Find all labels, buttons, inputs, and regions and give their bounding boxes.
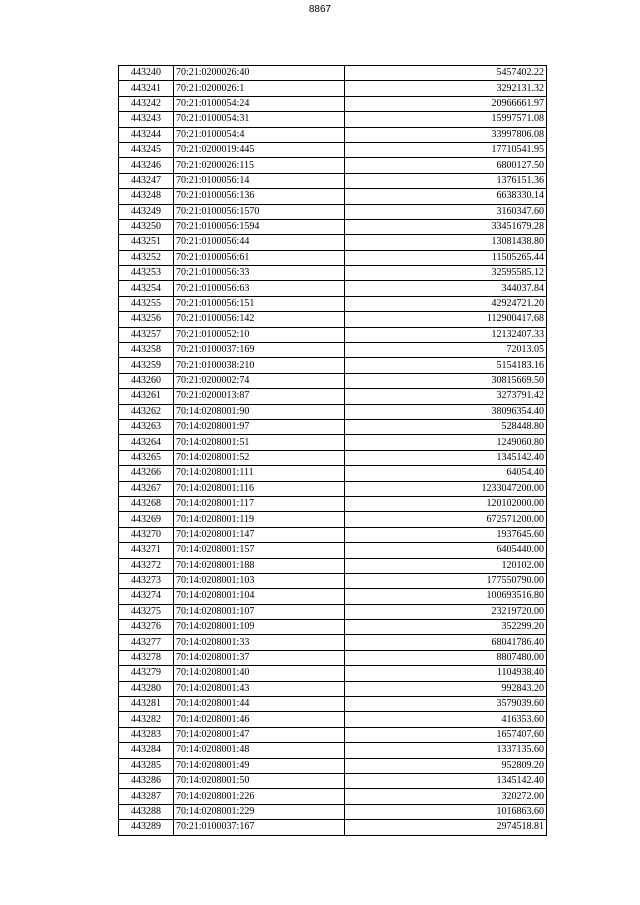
row-number-cell: 443245 xyxy=(119,142,174,157)
cadastral-number-cell: 70:21:0100056:33 xyxy=(174,266,345,281)
row-number-cell: 443289 xyxy=(119,820,174,835)
cadastral-value-cell: 17710541.95 xyxy=(345,142,547,157)
table-row xyxy=(119,620,547,635)
cadastral-value-cell: 1937645.60 xyxy=(345,527,547,542)
cadastral-number-cell: 70:21:0100056:151 xyxy=(174,296,345,311)
table-row xyxy=(119,173,547,188)
cadastral-number-cell: 70:21:0100056:63 xyxy=(174,281,345,296)
cadastral-value-cell: 6800127.50 xyxy=(345,158,547,173)
table-row xyxy=(119,450,547,465)
table-row xyxy=(119,281,547,296)
cadastral-number-cell: 70:14:0208001:104 xyxy=(174,589,345,604)
cadastral-value-cell: 1016863.60 xyxy=(345,804,547,819)
cadastral-value-cell: 344037.84 xyxy=(345,281,547,296)
row-number-cell: 443275 xyxy=(119,604,174,619)
cadastral-number-cell: 70:14:0208001:116 xyxy=(174,481,345,496)
cadastral-number-cell: 70:14:0208001:33 xyxy=(174,635,345,650)
table-row xyxy=(119,235,547,250)
table-row xyxy=(119,219,547,234)
cadastral-value-cell: 112900417.68 xyxy=(345,312,547,327)
cadastral-value-cell: 120102.00 xyxy=(345,558,547,573)
table-row xyxy=(119,820,547,835)
cadastral-number-cell: 70:14:0208001:147 xyxy=(174,527,345,542)
cadastral-value-cell: 5457402.22 xyxy=(345,66,547,81)
table-row xyxy=(119,773,547,788)
cadastral-value-cell: 3292131.32 xyxy=(345,81,547,96)
row-number-cell: 443260 xyxy=(119,373,174,388)
cadastral-number-cell: 70:14:0208001:50 xyxy=(174,773,345,788)
row-number-cell: 443287 xyxy=(119,789,174,804)
row-number-cell: 443283 xyxy=(119,727,174,742)
cadastral-value-table xyxy=(118,65,547,836)
table-row xyxy=(119,419,547,434)
cadastral-number-cell: 70:14:0208001:37 xyxy=(174,650,345,665)
cadastral-number-cell: 70:14:0208001:43 xyxy=(174,681,345,696)
table-row xyxy=(119,266,547,281)
row-number-cell: 443273 xyxy=(119,573,174,588)
table-row xyxy=(119,66,547,81)
table-row xyxy=(119,573,547,588)
row-number-cell: 443263 xyxy=(119,419,174,434)
cadastral-number-cell: 70:14:0208001:229 xyxy=(174,804,345,819)
cadastral-value-cell: 68041786.40 xyxy=(345,635,547,650)
cadastral-number-cell: 70:14:0208001:49 xyxy=(174,758,345,773)
row-number-cell: 443288 xyxy=(119,804,174,819)
cadastral-number-cell: 70:21:0100056:1570 xyxy=(174,204,345,219)
row-number-cell: 443279 xyxy=(119,666,174,681)
cadastral-value-cell: 672571200.00 xyxy=(345,512,547,527)
cadastral-value-cell: 33997806.08 xyxy=(345,127,547,142)
cadastral-value-cell: 20966661.97 xyxy=(345,96,547,111)
table-row xyxy=(119,389,547,404)
table-row xyxy=(119,81,547,96)
row-number-cell: 443267 xyxy=(119,481,174,496)
row-number-cell: 443247 xyxy=(119,173,174,188)
table-row xyxy=(119,496,547,511)
table-row xyxy=(119,142,547,157)
cadastral-number-cell: 70:14:0208001:90 xyxy=(174,404,345,419)
table-row xyxy=(119,650,547,665)
row-number-cell: 443242 xyxy=(119,96,174,111)
cadastral-number-cell: 70:14:0208001:157 xyxy=(174,543,345,558)
row-number-cell: 443257 xyxy=(119,327,174,342)
cadastral-number-cell: 70:21:0200019:445 xyxy=(174,142,345,157)
row-number-cell: 443282 xyxy=(119,712,174,727)
cadastral-value-cell: 416353.60 xyxy=(345,712,547,727)
cadastral-number-cell: 70:14:0208001:44 xyxy=(174,697,345,712)
cadastral-value-cell: 1233047200.00 xyxy=(345,481,547,496)
cadastral-value-cell: 352299.20 xyxy=(345,620,547,635)
cadastral-number-cell: 70:21:0100054:4 xyxy=(174,127,345,142)
cadastral-value-cell: 33451679.28 xyxy=(345,219,547,234)
row-number-cell: 443264 xyxy=(119,435,174,450)
cadastral-value-cell: 100693516.80 xyxy=(345,589,547,604)
table-row xyxy=(119,343,547,358)
table-row xyxy=(119,527,547,542)
table-row xyxy=(119,666,547,681)
table-row xyxy=(119,404,547,419)
cadastral-value-cell: 952809.20 xyxy=(345,758,547,773)
cadastral-number-cell: 70:21:0100037:167 xyxy=(174,820,345,835)
cadastral-number-cell: 70:21:0100052:10 xyxy=(174,327,345,342)
cadastral-number-cell: 70:21:0200002:74 xyxy=(174,373,345,388)
cadastral-value-cell: 1249060.80 xyxy=(345,435,547,450)
cadastral-number-cell: 70:14:0208001:48 xyxy=(174,743,345,758)
cadastral-value-cell: 1345142.40 xyxy=(345,773,547,788)
row-number-cell: 443276 xyxy=(119,620,174,635)
table-row xyxy=(119,804,547,819)
row-number-cell: 443266 xyxy=(119,466,174,481)
cadastral-number-cell: 70:14:0208001:188 xyxy=(174,558,345,573)
cadastral-value-cell: 1104938.40 xyxy=(345,666,547,681)
cadastral-number-cell: 70:21:0100056:142 xyxy=(174,312,345,327)
cadastral-number-cell: 70:14:0208001:52 xyxy=(174,450,345,465)
table-row xyxy=(119,158,547,173)
row-number-cell: 443240 xyxy=(119,66,174,81)
row-number-cell: 443265 xyxy=(119,450,174,465)
cadastral-number-cell: 70:21:0200026:1 xyxy=(174,81,345,96)
table-row xyxy=(119,112,547,127)
table-row xyxy=(119,250,547,265)
cadastral-number-cell: 70:14:0208001:51 xyxy=(174,435,345,450)
cadastral-value-cell: 13081438.80 xyxy=(345,235,547,250)
row-number-cell: 443248 xyxy=(119,189,174,204)
cadastral-value-cell: 320272.00 xyxy=(345,789,547,804)
cadastral-value-cell: 3160347.60 xyxy=(345,204,547,219)
row-number-cell: 443272 xyxy=(119,558,174,573)
cadastral-value-cell: 30815669.50 xyxy=(345,373,547,388)
row-number-cell: 443285 xyxy=(119,758,174,773)
cadastral-number-cell: 70:21:0200026:40 xyxy=(174,66,345,81)
cadastral-number-cell: 70:21:0100038:210 xyxy=(174,358,345,373)
cadastral-number-cell: 70:14:0208001:103 xyxy=(174,573,345,588)
table-row xyxy=(119,697,547,712)
row-number-cell: 443280 xyxy=(119,681,174,696)
cadastral-number-cell: 70:21:0100054:31 xyxy=(174,112,345,127)
table-row xyxy=(119,204,547,219)
table-row xyxy=(119,635,547,650)
cadastral-number-cell: 70:21:0200013:87 xyxy=(174,389,345,404)
row-number-cell: 443256 xyxy=(119,312,174,327)
cadastral-value-cell: 38096354.40 xyxy=(345,404,547,419)
cadastral-number-cell: 70:14:0208001:119 xyxy=(174,512,345,527)
cadastral-number-cell: 70:21:0200026:115 xyxy=(174,158,345,173)
page-number: 8867 xyxy=(308,4,332,15)
cadastral-value-cell: 3579039.60 xyxy=(345,697,547,712)
table-row xyxy=(119,373,547,388)
table-row xyxy=(119,358,547,373)
row-number-cell: 443251 xyxy=(119,235,174,250)
cadastral-value-cell: 32595585.12 xyxy=(345,266,547,281)
table-row xyxy=(119,466,547,481)
table-row xyxy=(119,96,547,111)
table-row xyxy=(119,789,547,804)
table-row xyxy=(119,296,547,311)
cadastral-number-cell: 70:21:0100056:61 xyxy=(174,250,345,265)
cadastral-value-cell: 11505265.44 xyxy=(345,250,547,265)
cadastral-value-cell: 5154183.16 xyxy=(345,358,547,373)
cadastral-value-cell: 1657407.60 xyxy=(345,727,547,742)
cadastral-value-cell: 528448.80 xyxy=(345,419,547,434)
table-row xyxy=(119,758,547,773)
cadastral-value-cell: 2974518.81 xyxy=(345,820,547,835)
table-row xyxy=(119,312,547,327)
row-number-cell: 443278 xyxy=(119,650,174,665)
row-number-cell: 443271 xyxy=(119,543,174,558)
cadastral-number-cell: 70:21:0100054:24 xyxy=(174,96,345,111)
cadastral-number-cell: 70:14:0208001:109 xyxy=(174,620,345,635)
cadastral-number-cell: 70:14:0208001:107 xyxy=(174,604,345,619)
table-row xyxy=(119,558,547,573)
row-number-cell: 443286 xyxy=(119,773,174,788)
row-number-cell: 443259 xyxy=(119,358,174,373)
cadastral-number-cell: 70:14:0208001:111 xyxy=(174,466,345,481)
table-row xyxy=(119,589,547,604)
table-row xyxy=(119,512,547,527)
row-number-cell: 443277 xyxy=(119,635,174,650)
row-number-cell: 443253 xyxy=(119,266,174,281)
cadastral-value-cell: 8807480.00 xyxy=(345,650,547,665)
row-number-cell: 443274 xyxy=(119,589,174,604)
row-number-cell: 443254 xyxy=(119,281,174,296)
cadastral-value-cell: 177550790.00 xyxy=(345,573,547,588)
table-row xyxy=(119,712,547,727)
table-row xyxy=(119,127,547,142)
cadastral-value-cell: 64054.40 xyxy=(345,466,547,481)
cadastral-number-cell: 70:21:0100056:1594 xyxy=(174,219,345,234)
row-number-cell: 443284 xyxy=(119,743,174,758)
cadastral-value-cell: 42924721.20 xyxy=(345,296,547,311)
cadastral-number-cell: 70:14:0208001:226 xyxy=(174,789,345,804)
row-number-cell: 443244 xyxy=(119,127,174,142)
cadastral-value-cell: 6405440.00 xyxy=(345,543,547,558)
cadastral-value-cell: 1345142.40 xyxy=(345,450,547,465)
cadastral-number-cell: 70:21:0100056:44 xyxy=(174,235,345,250)
cadastral-value-cell: 992843.20 xyxy=(345,681,547,696)
cadastral-value-cell: 1376151.36 xyxy=(345,173,547,188)
row-number-cell: 443261 xyxy=(119,389,174,404)
cadastral-number-cell: 70:21:0100037:169 xyxy=(174,343,345,358)
cadastral-number-cell: 70:21:0100056:136 xyxy=(174,189,345,204)
table-row xyxy=(119,543,547,558)
row-number-cell: 443269 xyxy=(119,512,174,527)
table-row xyxy=(119,481,547,496)
table-row xyxy=(119,604,547,619)
row-number-cell: 443262 xyxy=(119,404,174,419)
cadastral-number-cell: 70:14:0208001:47 xyxy=(174,727,345,742)
row-number-cell: 443246 xyxy=(119,158,174,173)
table-row xyxy=(119,327,547,342)
cadastral-value-cell: 23219720.00 xyxy=(345,604,547,619)
cadastral-number-cell: 70:14:0208001:117 xyxy=(174,496,345,511)
table-row xyxy=(119,189,547,204)
cadastral-value-cell: 72013.05 xyxy=(345,343,547,358)
cadastral-value-cell: 3273791.42 xyxy=(345,389,547,404)
row-number-cell: 443243 xyxy=(119,112,174,127)
table-row xyxy=(119,435,547,450)
row-number-cell: 443268 xyxy=(119,496,174,511)
cadastral-value-cell: 1337135.60 xyxy=(345,743,547,758)
table-row xyxy=(119,743,547,758)
row-number-cell: 443252 xyxy=(119,250,174,265)
table-body xyxy=(119,66,547,836)
cadastral-number-cell: 70:14:0208001:97 xyxy=(174,419,345,434)
cadastral-value-cell: 12132407.33 xyxy=(345,327,547,342)
row-number-cell: 443241 xyxy=(119,81,174,96)
cadastral-number-cell: 70:21:0100056:14 xyxy=(174,173,345,188)
row-number-cell: 443250 xyxy=(119,219,174,234)
row-number-cell: 443270 xyxy=(119,527,174,542)
cadastral-number-cell: 70:14:0208001:46 xyxy=(174,712,345,727)
cadastral-value-cell: 15997571.08 xyxy=(345,112,547,127)
row-number-cell: 443255 xyxy=(119,296,174,311)
table-row xyxy=(119,681,547,696)
cadastral-value-cell: 120102000.00 xyxy=(345,496,547,511)
cadastral-value-cell: 6638330.14 xyxy=(345,189,547,204)
row-number-cell: 443249 xyxy=(119,204,174,219)
row-number-cell: 443258 xyxy=(119,343,174,358)
table-row xyxy=(119,727,547,742)
row-number-cell: 443281 xyxy=(119,697,174,712)
cadastral-number-cell: 70:14:0208001:40 xyxy=(174,666,345,681)
